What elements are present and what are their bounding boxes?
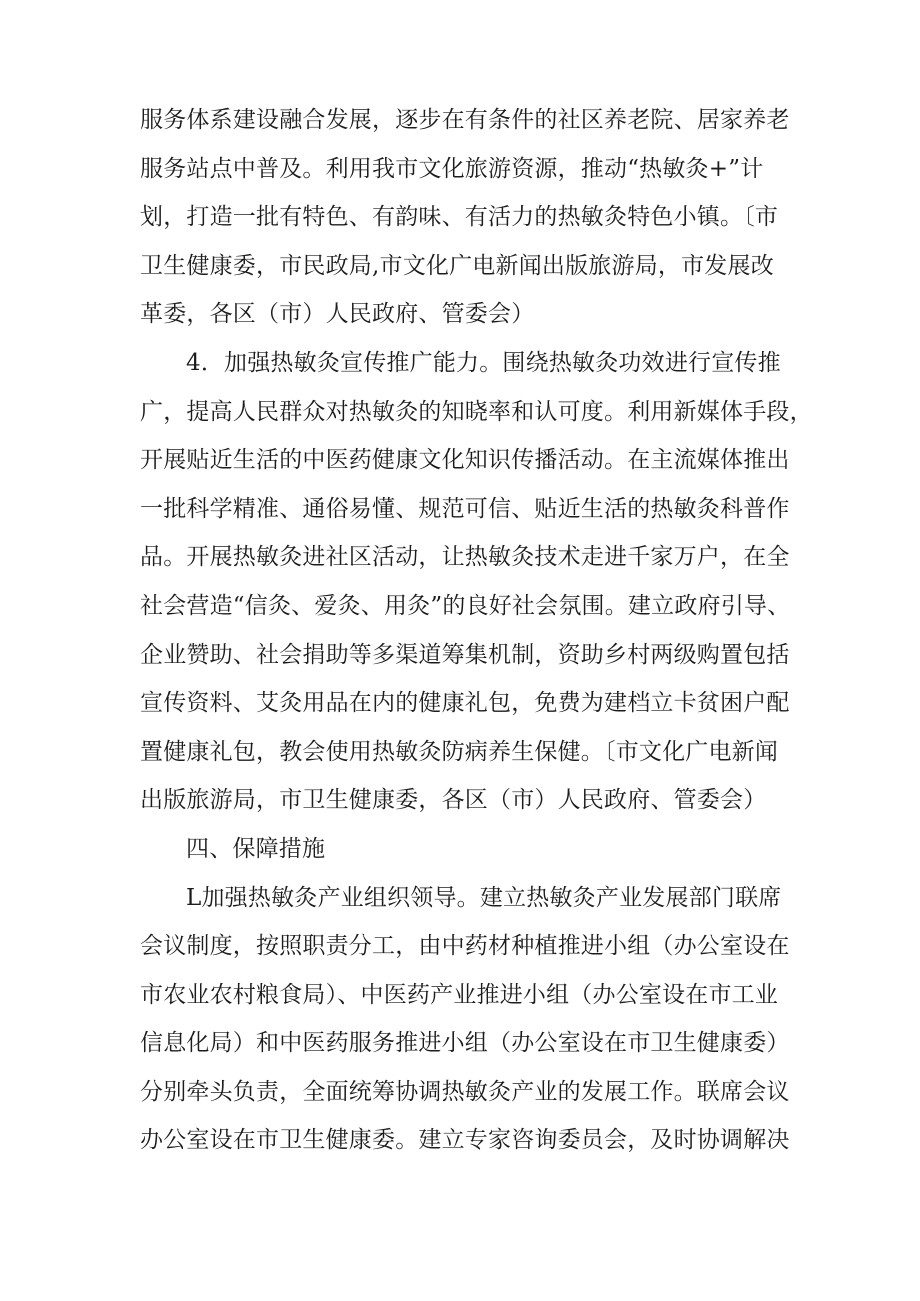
text-line-5: 革委，各区（市）人民政府、管委会）: [140, 301, 535, 328]
text-line-22: 办公室设在市卫生健康委。建立专家咨询委员会，及时协调解决: [140, 1127, 790, 1154]
text-line-2: 服务站点中普及。利用我市文化旅游资源，推动“热敏灸+”计: [140, 155, 764, 182]
text-line-17: L加强热敏灸产业组织领导。建立热敏灸产业发展部门联席: [186, 884, 782, 911]
text-line-8: 开展贴近生活的中医药健康文化知识传播活动。在主流媒体推出: [140, 447, 790, 474]
text-line-20: 信息化局）和中医药服务推进小组（办公室设在市卫生健康委）: [140, 1030, 790, 1057]
text-line-4: 卫生健康委，市民政局,市文化广电新闻出版旅游局，市发展改: [140, 252, 774, 279]
text-line-12: 企业赞助、社会捐助等多渠道筹集机制，资助乡村两级购置包括: [140, 641, 790, 668]
section-heading: 四、保障措施: [186, 835, 326, 862]
text-line-3: 划，打造一批有特色、有韵味、有活力的热敏灸特色小镇。〔市: [140, 204, 779, 231]
text-line-1: 服务体系建设融合发展，逐步在有条件的社区养老院、居家养老: [140, 107, 790, 133]
text-line-11: 社会营造“信灸、爱灸、用灸”的良好社会氛围。建立政府引导、: [140, 592, 791, 619]
text-line-9: 一批科学精准、通俗易懂、规范可信、贴近生活的热敏灸科普作: [140, 495, 790, 522]
text-line-10: 品。开展热敏灸进社区活动，让热敏灸技术走进千家万户，在全: [140, 544, 790, 571]
text-line-13: 宣传资料、艾灸用品在内的健康礼包，免费为建档立卡贫困户配: [140, 690, 790, 717]
document-body: [140, 96, 813, 1165]
text-line-14: 置健康礼包，教会使用热敏灸防病养生保健。〔市文化广电新闻: [140, 738, 779, 765]
text-line-18: 会议制度，按照职责分工，由中药材种植推进小组（办公室设在: [140, 933, 790, 960]
text-line-7: 广，提高人民群众对热敏灸的知晓率和认可度。利用新媒体手段，: [140, 398, 813, 425]
text-line-19: 市农业农村粮食局）、中医药产业推进小组（办公室设在市工业: [140, 981, 779, 1008]
text-line-15: 出版旅游局，市卫生健康委，各区（市）人民政府、管委会）: [140, 787, 767, 814]
text-line-21: 分别牵头负责，全面统筹协调热敏灸产业的发展工作。联席会议: [140, 1078, 790, 1105]
text-line-6: 4．加强热敏灸宣传推广能力。围绕热敏灸功效进行宣传推: [186, 349, 781, 376]
